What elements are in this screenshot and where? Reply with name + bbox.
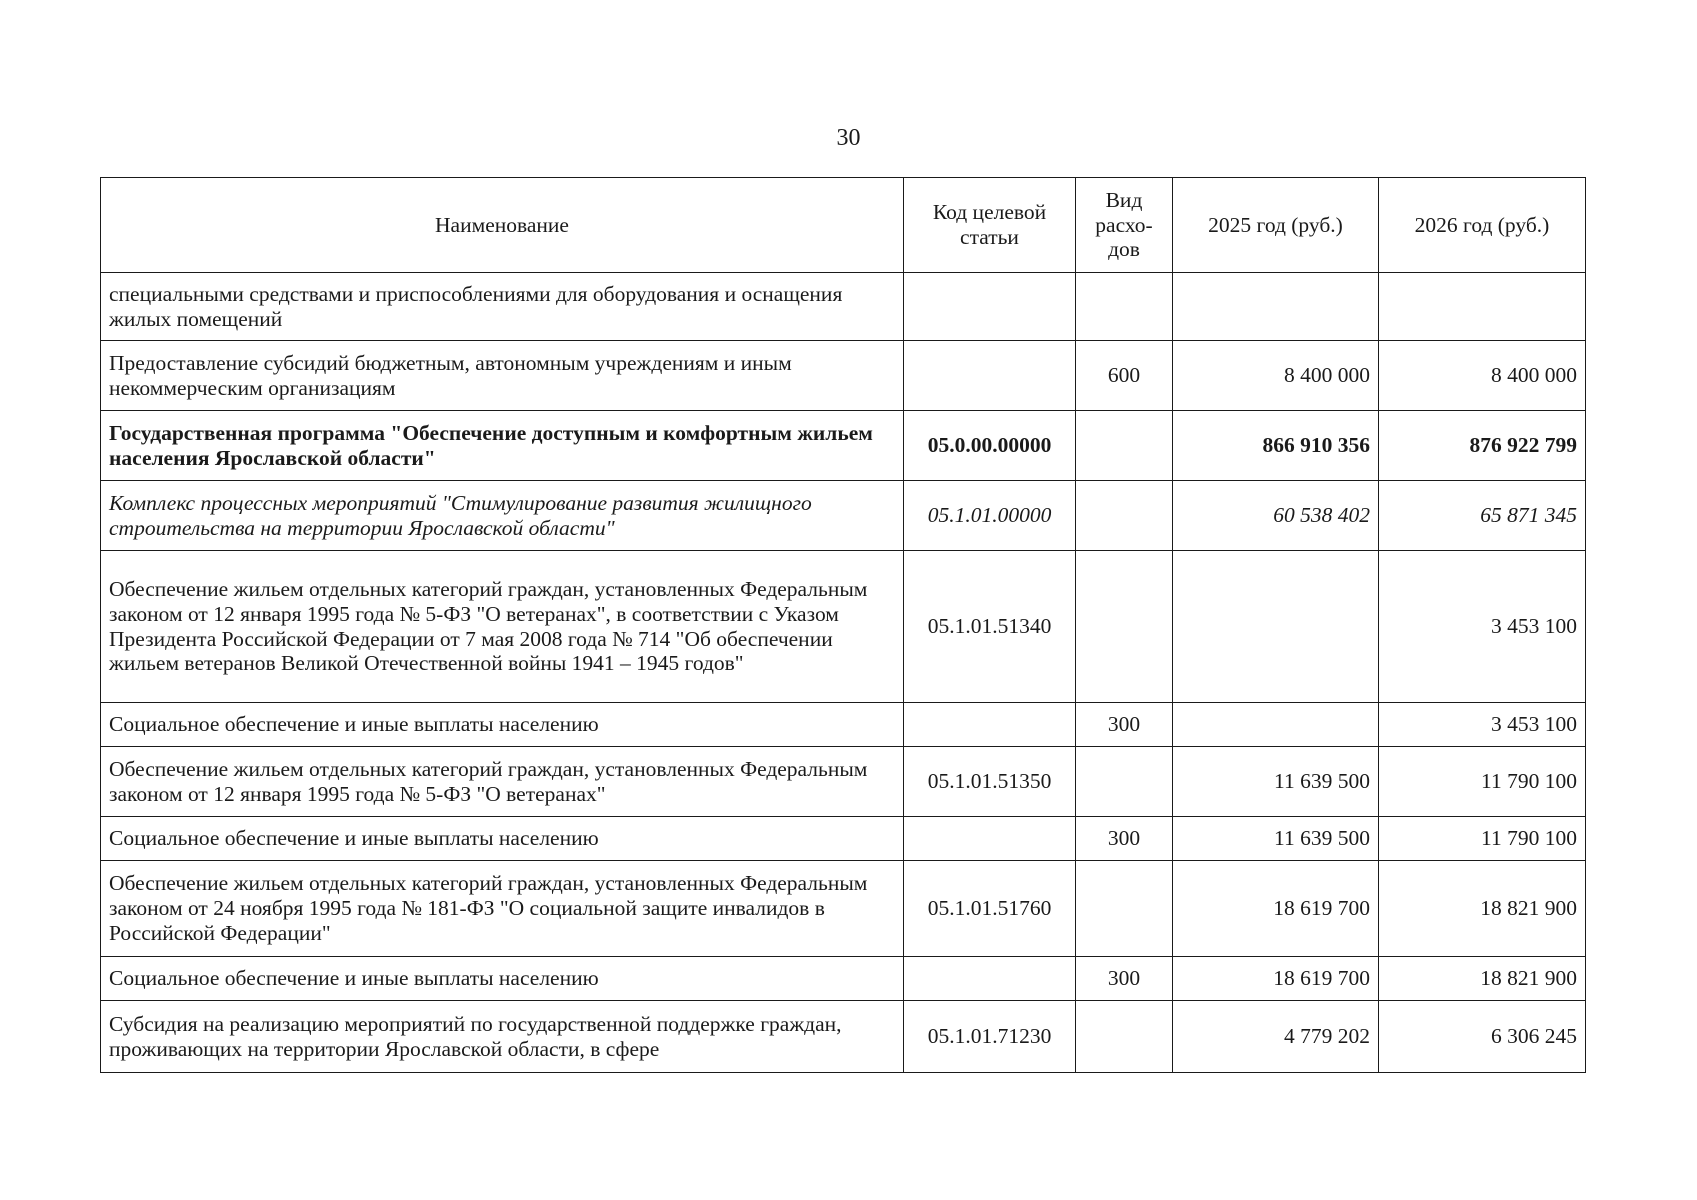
- header-2026: 2026 год (руб.): [1379, 178, 1586, 273]
- page-number: 30: [836, 125, 861, 151]
- header-2025: 2025 год (руб.): [1173, 178, 1379, 273]
- row-name: Социальное обеспечение и иные выплаты населению: [101, 703, 904, 747]
- header-name: Наименование: [101, 178, 904, 273]
- row-2025: 4 779 202: [1173, 1001, 1379, 1073]
- row-2025: 60 538 402: [1173, 481, 1379, 551]
- budget-table: [100, 177, 1586, 1073]
- row-2026: [1379, 273, 1586, 341]
- row-name: Социальное обеспечение и иные выплаты населению: [101, 817, 904, 861]
- row-name: Обеспечение жильем отдельных категорий граждан, установленных Федеральным законом от 12 января 1995 года № 5-ФЗ "О ветеранах", в соответствии с Указом Президента Российской Федерации от 7 мая 2008 года № 714 "Об обеспечении жильем ветеранов Великой Отечественной войны 1941 – 1945 годов": [101, 551, 904, 703]
- header-code: Код целевой статьи: [904, 178, 1076, 273]
- row-2025: [1173, 703, 1379, 747]
- row-expense-type: 300: [1076, 817, 1173, 861]
- table-row: [101, 957, 1586, 1001]
- row-name: Комплекс процессных мероприятий "Стимулирование развития жилищного строительства на территории Ярославской области": [101, 481, 904, 551]
- row-2026: 65 871 345: [1379, 481, 1586, 551]
- row-expense-type: 300: [1076, 957, 1173, 1001]
- row-code: 05.1.01.71230: [904, 1001, 1076, 1073]
- row-expense-type: [1076, 273, 1173, 341]
- table-row: [101, 273, 1586, 341]
- table-row: [101, 411, 1586, 481]
- row-2025: 11 639 500: [1173, 817, 1379, 861]
- row-2026: 18 821 900: [1379, 861, 1586, 957]
- row-2026: 3 453 100: [1379, 703, 1586, 747]
- row-code: 05.1.01.51760: [904, 861, 1076, 957]
- table-row: [101, 861, 1586, 957]
- row-2026: 3 453 100: [1379, 551, 1586, 703]
- table-row: [101, 817, 1586, 861]
- row-name: Обеспечение жильем отдельных категорий граждан, установленных Федеральным законом от 24 ноября 1995 года № 181-ФЗ "О социальной защите инвалидов в Российской Федерации": [101, 861, 904, 957]
- row-2026: 18 821 900: [1379, 957, 1586, 1001]
- row-expense-type: [1076, 861, 1173, 957]
- row-code: [904, 957, 1076, 1001]
- row-2025: 866 910 356: [1173, 411, 1379, 481]
- row-2026: 8 400 000: [1379, 341, 1586, 411]
- table-row: [101, 341, 1586, 411]
- row-code: 05.1.01.51350: [904, 747, 1076, 817]
- row-2026: 876 922 799: [1379, 411, 1586, 481]
- row-name: Предоставление субсидий бюджетным, автономным учреждениям и иным некоммерческим организациям: [101, 341, 904, 411]
- row-2026: 11 790 100: [1379, 747, 1586, 817]
- table-row: [101, 481, 1586, 551]
- row-2025: 11 639 500: [1173, 747, 1379, 817]
- header-expense-type: Вид расхо-дов: [1076, 178, 1173, 273]
- row-code: 05.1.01.00000: [904, 481, 1076, 551]
- row-code: [904, 817, 1076, 861]
- row-name: Социальное обеспечение и иные выплаты населению: [101, 957, 904, 1001]
- row-2025: 8 400 000: [1173, 341, 1379, 411]
- row-expense-type: [1076, 551, 1173, 703]
- row-expense-type: [1076, 747, 1173, 817]
- row-name: Государственная программа "Обеспечение доступным и комфортным жильем населения Ярославской области": [101, 411, 904, 481]
- row-2025: 18 619 700: [1173, 957, 1379, 1001]
- row-name: специальными средствами и приспособлениями для оборудования и оснащения жилых помещений: [101, 273, 904, 341]
- header-row: [101, 178, 1586, 273]
- row-code: 05.0.00.00000: [904, 411, 1076, 481]
- row-2025: [1173, 273, 1379, 341]
- row-2025: [1173, 551, 1379, 703]
- row-2026: 11 790 100: [1379, 817, 1586, 861]
- row-code: 05.1.01.51340: [904, 551, 1076, 703]
- row-code: [904, 273, 1076, 341]
- row-code: [904, 341, 1076, 411]
- row-2026: 6 306 245: [1379, 1001, 1586, 1073]
- row-2025: 18 619 700: [1173, 861, 1379, 957]
- row-name: Субсидия на реализацию мероприятий по государственной поддержке граждан, проживающих на территории Ярославской области, в сфере: [101, 1001, 904, 1073]
- row-expense-type: 600: [1076, 341, 1173, 411]
- row-expense-type: [1076, 411, 1173, 481]
- table-row: [101, 747, 1586, 817]
- row-code: [904, 703, 1076, 747]
- row-expense-type: [1076, 1001, 1173, 1073]
- row-name: Обеспечение жильем отдельных категорий граждан, установленных Федеральным законом от 12 января 1995 года № 5-ФЗ "О ветеранах": [101, 747, 904, 817]
- table-row: [101, 703, 1586, 747]
- table-row: [101, 551, 1586, 703]
- table-row: [101, 1001, 1586, 1073]
- row-expense-type: 300: [1076, 703, 1173, 747]
- row-expense-type: [1076, 481, 1173, 551]
